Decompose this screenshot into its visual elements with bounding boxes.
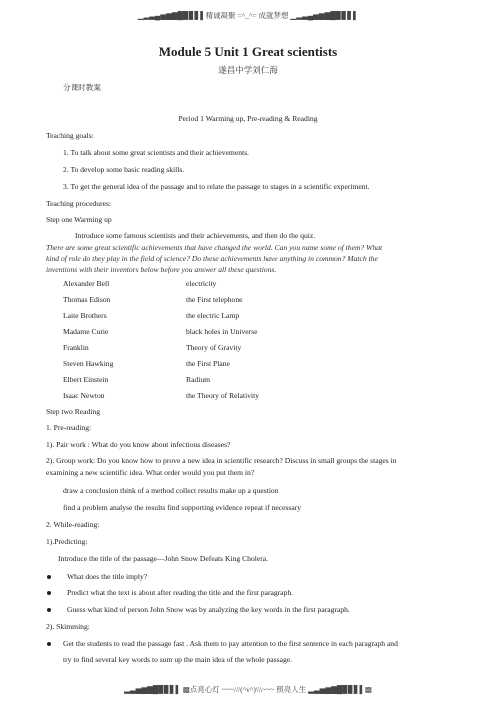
goal-item: 1. To talk about some great scientists and their achievements. <box>63 148 249 157</box>
pair-work-task: 1). Pair work : What do you know about infectious diseases? <box>46 440 231 449</box>
lesson-plan-label: 分课时教案 <box>63 83 101 92</box>
scientist-name: Alexander Bell <box>63 279 110 288</box>
bullet-icon <box>47 608 51 612</box>
bullet-icon <box>47 575 51 579</box>
scientist-name: Thomas Edison <box>63 295 111 304</box>
quiz-instructions: kind of role do they play in the field of science? Do these achievements have anything in common? Match the <box>46 254 378 263</box>
invention-item: Theory of Gravity <box>186 343 242 352</box>
while-reading-heading: 2. While-reading: <box>46 520 100 529</box>
step-two-heading: Step two Reading <box>46 407 100 416</box>
document-title: Module 5 Unit 1 Great scientists <box>158 44 338 59</box>
invention-item: the Theory of Relativity <box>186 391 260 400</box>
goals-heading: Teaching goals: <box>46 131 94 140</box>
page-header: ▁▂▃▄▅▆▇█▉▊▋▌精诚凝聚 =^_^= 成就梦想 ▁▂▃▄▅▆▇█▉▊▋▌ <box>137 11 359 20</box>
scientist-name: Steven Hawking <box>63 359 114 368</box>
goal-item: 3. To get the general idea of the passage and to relate the passage to stages in a scientific experiment. <box>63 182 370 191</box>
predicting-intro: Introduce the title of the passage—John Snow Defeats King Cholera. <box>58 554 269 563</box>
group-work-task: 2). Group work: Do you know how to prove a new idea in scientific research? Discuss in small groups the stages in <box>46 456 397 465</box>
pre-reading-heading: 1. Pre-reading: <box>46 423 92 432</box>
invention-item: the First Plane <box>186 359 230 368</box>
invention-item: electricity <box>186 279 217 288</box>
quiz-instructions: inventions with their inventors below before you answer all these questions. <box>46 265 277 274</box>
scientist-name: Franklin <box>63 343 89 352</box>
step-one-intro: Introduce some famous scientists and their achievements, and then do the quiz. <box>75 231 316 240</box>
bullet-icon <box>47 591 51 595</box>
scientist-name: Madame Curie <box>63 327 109 336</box>
quiz-instructions: There are some great scientific achievements that have changed the world. Can you name some of them? What <box>46 243 383 252</box>
skimming-heading: 2). Skimming: <box>46 622 90 631</box>
invention-item: black holes in Universe <box>186 327 258 336</box>
step-one-heading: Step one Warming up <box>46 215 112 224</box>
scientist-name: Isaac Newton <box>63 391 105 400</box>
stages-row: find a problem analyse the results find supporting evidence repeat if necessary <box>63 503 302 512</box>
scientist-name: Laite Brothers <box>63 311 107 320</box>
invention-item: the First telephone <box>186 295 243 304</box>
period-heading: Period 1 Warming up, Pre-reading & Reading <box>178 114 318 123</box>
predicting-question: Predict what the text is about after reading the title and the first paragraph. <box>67 588 294 597</box>
bullet-icon <box>47 642 51 646</box>
procedures-heading: Teaching procedures: <box>46 199 112 208</box>
predicting-question: Guess what kind of person John Snow was by analyzing the key words in the first paragraph. <box>67 605 350 614</box>
invention-item: the electric Lamp <box>186 311 240 320</box>
author-line: 遂昌中学刘仁海 <box>218 65 278 75</box>
predicting-question: What does the title imply? <box>67 572 148 581</box>
stages-row: draw a conclusion think of a method collect results make up a question <box>63 486 279 495</box>
scientist-name: Elbert Einstein <box>63 375 109 384</box>
predicting-heading: 1).Predicting: <box>46 537 88 546</box>
invention-item: Radium <box>186 375 211 384</box>
goal-item: 2. To develop some basic reading skills. <box>63 165 185 174</box>
skimming-task: try to find several key words to sum up the main idea of the whole passage. <box>63 655 293 664</box>
group-work-task: examining a new scientific idea. What order would you put them in? <box>46 468 255 477</box>
page-footer: ▂▃▅▆▇█▉▊▋▌ ▩点亮心灯 ~~~///(^v^)\\\~~~ 照亮人生 ▂▃▅▆▇█▉▊▋▌▩ <box>124 685 372 694</box>
skimming-task: Get the students to read the passage fast . Ask them to pay attention to the first sentence in each paragraph and <box>63 639 398 648</box>
